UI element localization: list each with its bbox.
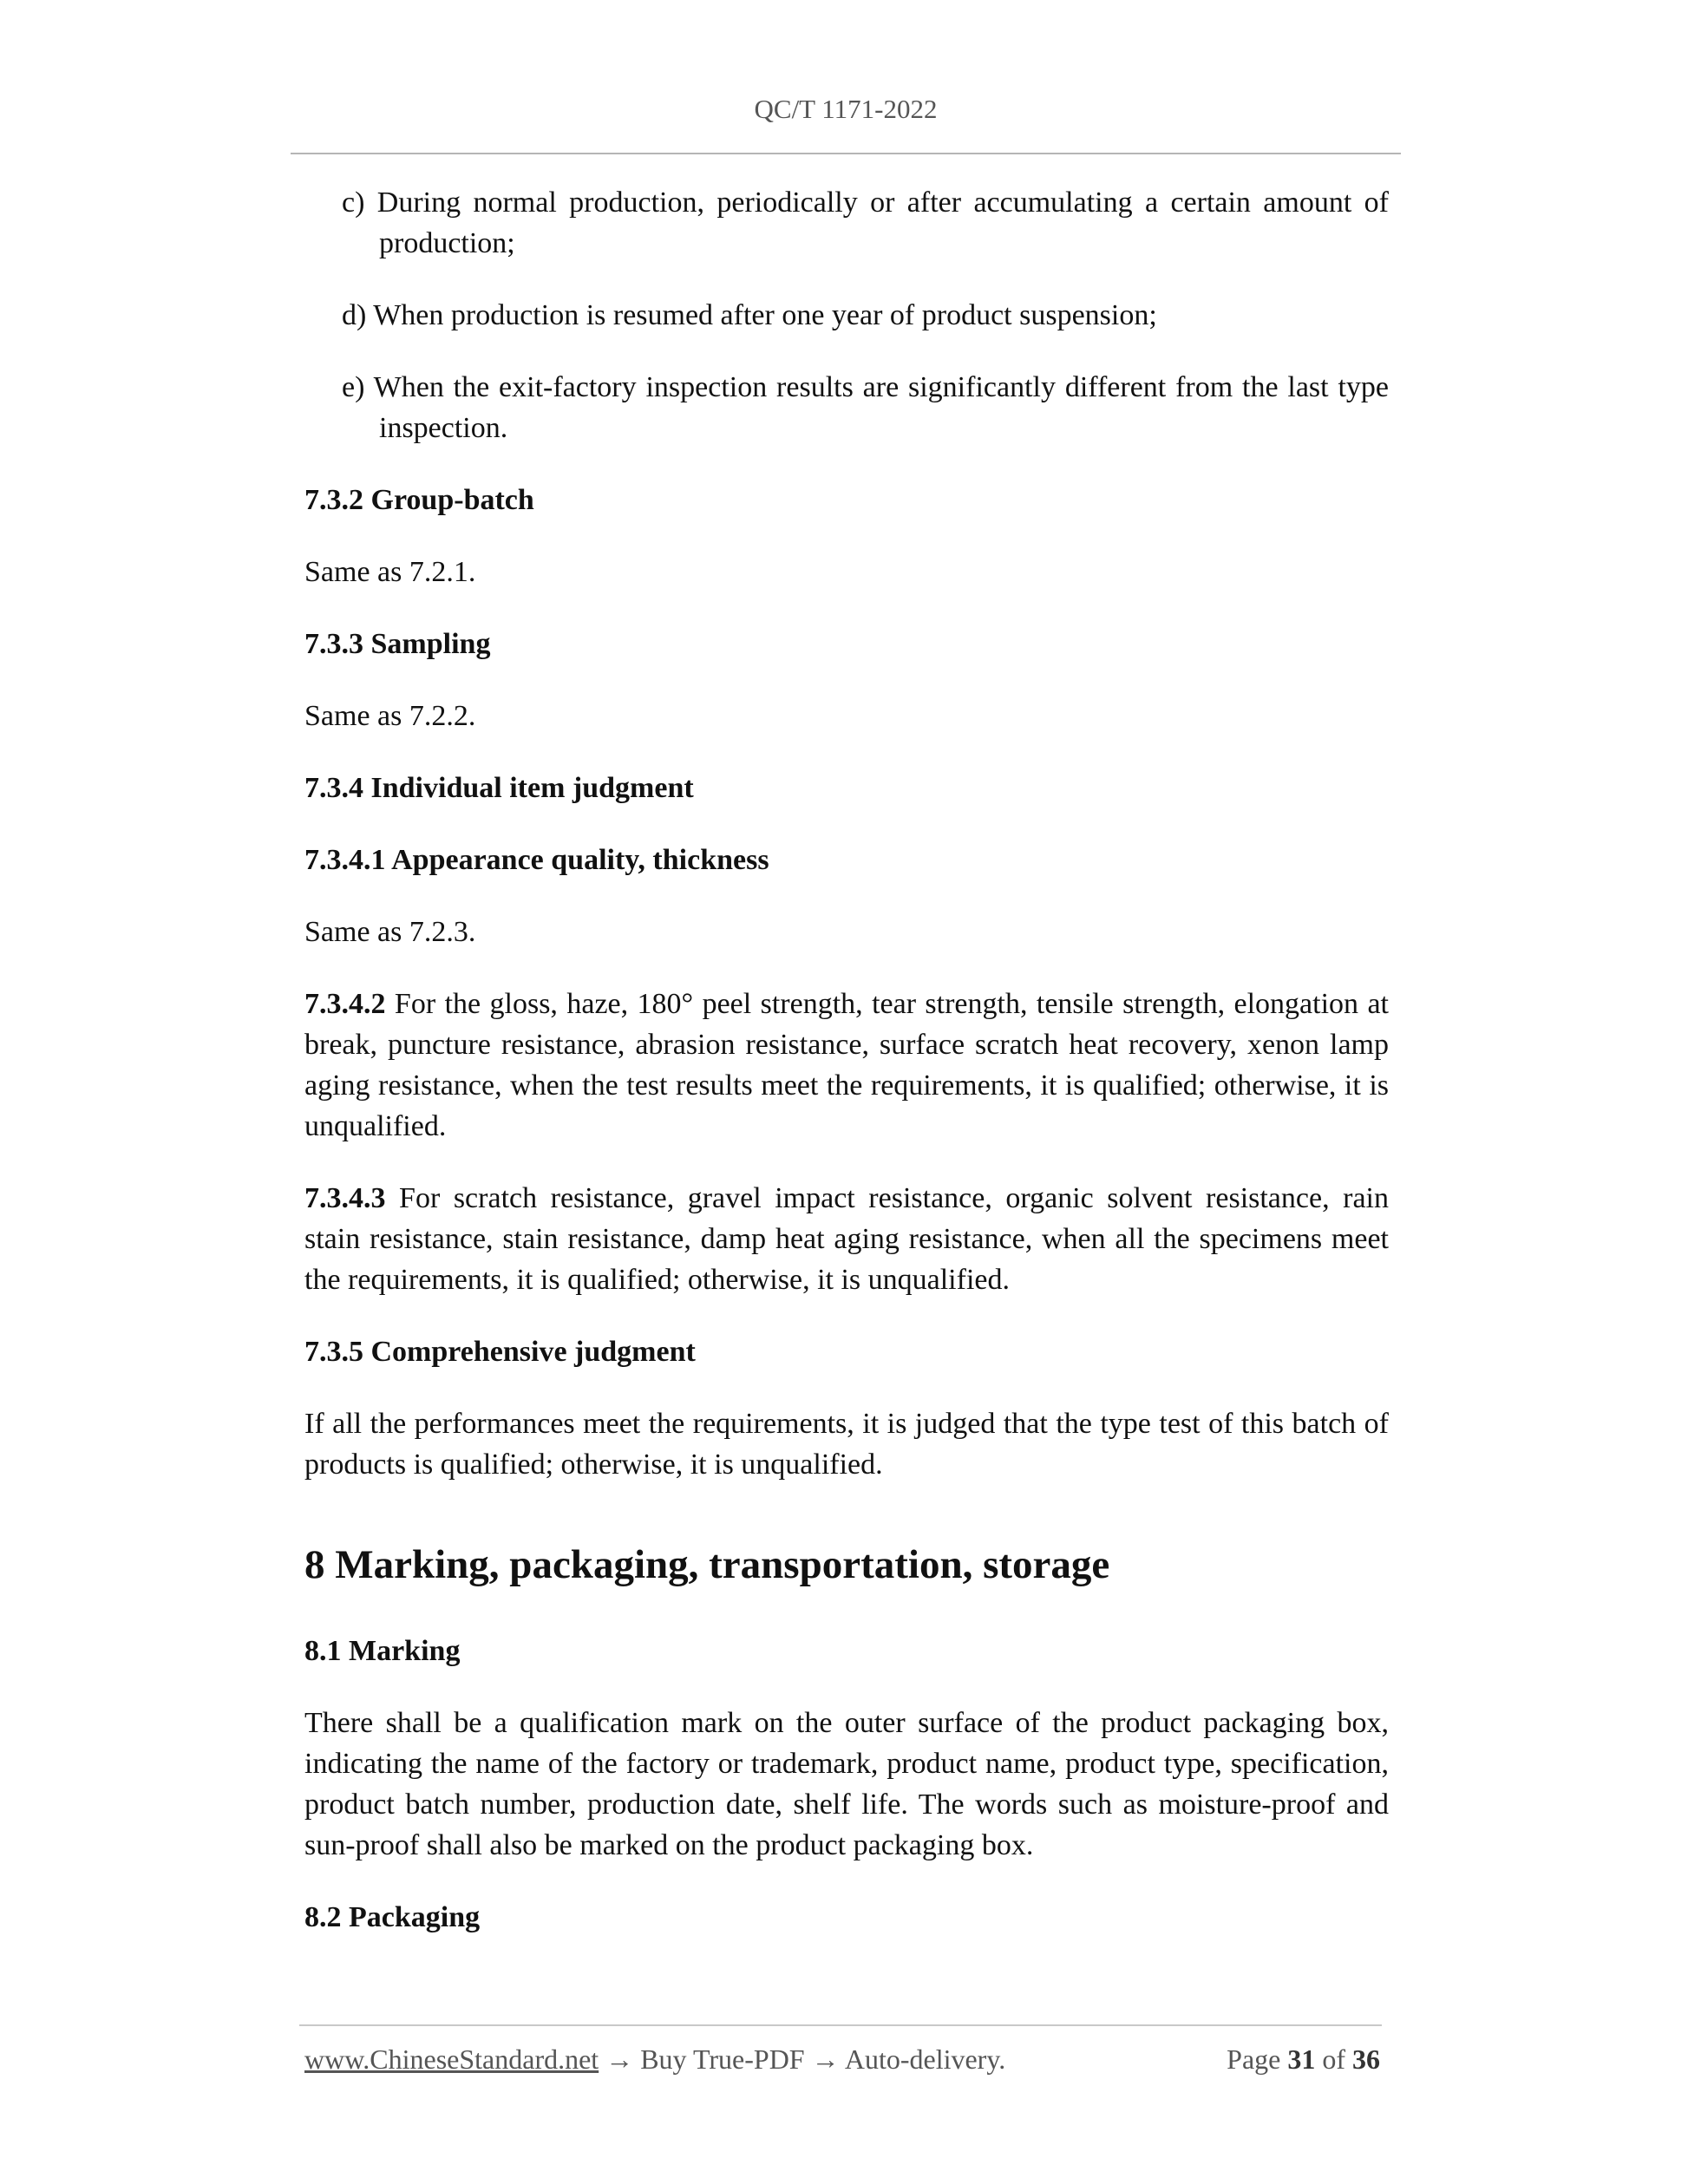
footer-divider <box>299 2024 1382 2026</box>
paragraph-8-1: There shall be a qualification mark on the outer surface of the product packaging box, indicating the name of the factory or trademark, product name, product type, specification, product batch number, production date, shelf life. The words such as moisture-proof and sun-proof shall also be marked on the product packaging box. <box>304 1707 1389 1861</box>
heading-7-3-2: 7.3.2 Group-batch <box>304 484 534 516</box>
paragraph-7-3-4-1: Same as 7.2.3. <box>304 916 476 948</box>
paragraph-7-3-2: Same as 7.2.1. <box>304 556 476 588</box>
site-link[interactable]: www.ChineseStandard.net <box>304 2043 599 2075</box>
heading-7-3-4-1: 7.3.4.1 Appearance quality, thickness <box>304 844 769 876</box>
clause-number-7-3-4-3: 7.3.4.3 <box>304 1182 386 1214</box>
page-indicator <box>1227 2043 1380 2076</box>
heading-8-1: 8.1 Marking <box>304 1635 461 1667</box>
list-item-e: e) When the exit-factory inspection results are significantly different from the last type inspection. <box>342 371 1389 444</box>
page-label: Page <box>1227 2043 1281 2075</box>
header-divider <box>291 153 1401 154</box>
chapter-heading-8: 8 Marking, packaging, transportation, storage <box>304 1542 1110 1587</box>
list-item-d: d) When production is resumed after one year of product suspension; <box>342 299 1157 331</box>
footer-left <box>304 2043 1005 2076</box>
heading-7-3-4: 7.3.4 Individual item judgment <box>304 772 694 804</box>
paragraph-7-3-5: If all the performances meet the requirements, it is judged that the type test of this batch of products is qualified; otherwise, it is unqualified. <box>304 1408 1389 1481</box>
footer-tagline: → Buy True-PDF → Auto-delivery. <box>599 2043 1006 2075</box>
heading-8-2: 8.2 Packaging <box>304 1901 481 1933</box>
page-current: 31 <box>1287 2043 1316 2075</box>
heading-7-3-3: 7.3.3 Sampling <box>304 628 491 660</box>
list-item-c: c) During normal production, periodically or after accumulating a certain amount of production; <box>342 186 1389 259</box>
clause-text-7-3-4-3: For scratch resistance, gravel impact resistance, organic solvent resistance, rain stain resistance, stain resistance, damp heat aging resistance, when all the specimens meet the requirements, it is qualified; otherwise, it is unqualified. <box>304 1182 1389 1296</box>
page-header-doc-id: QC/T 1171-2022 <box>754 94 938 124</box>
paragraph-7-3-4-3 <box>304 1178 1389 1300</box>
paragraph-7-3-3: Same as 7.2.2. <box>304 700 476 732</box>
document-body <box>304 182 1389 1969</box>
page-footer <box>304 2043 1380 2076</box>
page-total: 36 <box>1352 2043 1380 2075</box>
heading-7-3-5: 7.3.5 Comprehensive judgment <box>304 1336 696 1368</box>
clause-text-7-3-4-2: For the gloss, haze, 180° peel strength, tear strength, tensile strength, elongation at break, puncture resistance, abrasion resistance, surface scratch heat recovery, xenon lamp aging resistance, when the test results meet the requirements, it is qualified; otherwise, it is unqualified. <box>304 988 1389 1142</box>
paragraph-7-3-4-2 <box>304 984 1389 1147</box>
of-label: of <box>1322 2043 1345 2075</box>
clause-number-7-3-4-2: 7.3.4.2 <box>304 988 386 1020</box>
